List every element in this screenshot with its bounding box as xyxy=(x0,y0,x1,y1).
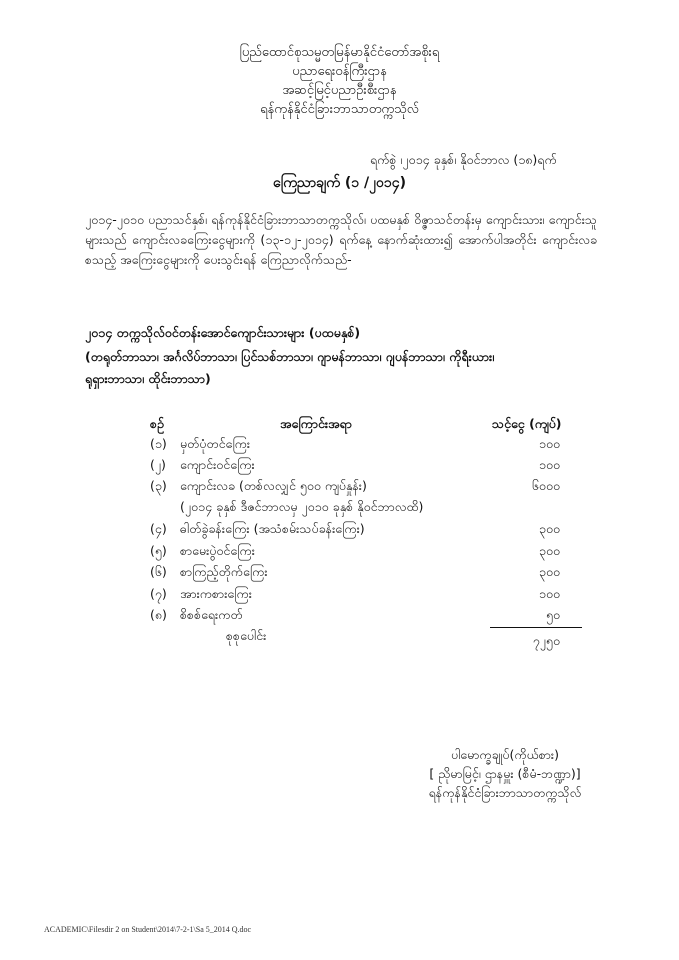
table-row xyxy=(150,564,590,586)
signature-title: ပါမောက္ခချုပ်(ကိုယ်စား) xyxy=(451,747,559,762)
total-label: စုစုပေါင်း xyxy=(226,628,267,643)
row-number: (၈) xyxy=(150,607,167,622)
header-line-department: အဆင့်မြင့်ပညာဦးစီးဌာန xyxy=(282,83,397,98)
document-date: ရက်စွဲ ၊၂၀၁၄ ခုနှစ်၊ နိုဝင်ဘာလ (၁၈)ရက် xyxy=(370,152,557,167)
header-line-university: ရန်ကုန်နိုင်ငံခြားဘာသာတက္ကသိုလ် xyxy=(260,102,419,117)
row-item: မှတ်ပုံတင်ကြေး xyxy=(180,436,251,451)
row-amount: ၁၀၀ xyxy=(538,457,560,472)
row-item: စာကြည့်တိုက်ကြေး xyxy=(180,564,268,579)
section-languages-line1: (တရုတ်ဘာသာ၊ အင်္ဂလိပ်ဘာသာ၊ ပြင်သစ်ဘာသာ၊ ဂျာမန်ဘာသာ၊ ဂျပန်ဘာသာ၊ ကိုရီးယား၊ xyxy=(85,349,495,364)
row-number: (၆) xyxy=(150,564,167,579)
row-amount: ၆၀၀၀ xyxy=(531,478,560,493)
header-line-ministry: ပညာရေးဝန်ကြီးဌာန xyxy=(292,64,387,79)
row-item: အားကစားကြေး xyxy=(180,586,252,601)
table-row xyxy=(150,521,590,543)
table-row xyxy=(150,457,590,479)
row-item: ဓါတ်ခွဲခန်းကြေး (အသံစမ်းသပ်ခန်းကြေး) xyxy=(180,521,365,536)
intro-paragraph: ၂၀၁၄-၂၀၁၀ ပညာသင်နှစ်၊ ရန်ကုန်နိုင်ငံခြားဘာသာတက္ကသိုလ်၊ ပထမနှစ် ဝိဇ္ဇာသင်တန်းမှ ကျောင်းသား၊ ကျောင်းသူများသည် ကျောင်းလခကြေးငွေများကို (၁၃-၁၂-၂၀၁၄) ရက်နေ့ နောက်ဆုံးထား၍ အောက်ပါအတိုင်း ကျောင်းလခ စသည့် အကြေးငွေများကို ပေးသွင်းရန် ကြေညာလိုက်သည်- xyxy=(85,212,597,267)
table-row xyxy=(150,586,590,608)
table-row xyxy=(150,436,590,458)
total-divider xyxy=(490,627,582,628)
row-item: စိစစ်ရေးကတ် xyxy=(180,607,243,622)
section-languages-line2: ရုရှားဘာသာ၊ ထိုင်းဘာသာ) xyxy=(85,371,211,386)
signature-name: [ ညိုမာမြင့်၊ ဌာနမှူး (စီမံ-ဘဏ္ဍာ)] xyxy=(429,766,581,781)
row-number: (၄) xyxy=(150,521,167,536)
column-header-amount: သင့်ငွေ (ကျပ်) xyxy=(492,416,562,431)
row-amount: ၃၀၀ xyxy=(538,564,560,579)
row-item: စာမေးပွဲဝင်ကြေး xyxy=(180,543,255,558)
row-item: ကျောင်းဝင်ကြေး xyxy=(180,457,255,472)
header-line-government: ပြည်ထောင်စုသမ္မတမြန်မာနိုင်ငံတော်အစိုးရ xyxy=(239,45,440,60)
announcement-title: ကြေညာချက် (၁ /၂၀၁၄) xyxy=(272,175,407,191)
row-amount: ၅၀ xyxy=(545,607,560,622)
row-number: (၅) xyxy=(150,543,167,558)
table-row xyxy=(150,607,590,629)
row-number: (၃) xyxy=(150,478,167,493)
row-item: ကျောင်းလခ (တစ်လလျှင် ၅၀၀ ကျပ်နှုန်း) xyxy=(180,478,367,493)
row-number: (၇) xyxy=(150,586,167,601)
signature-institution: ရန်ကုန်နိုင်ငံခြားဘာသာတက္ကသိုလ် xyxy=(428,785,582,800)
row-number: (၁) xyxy=(150,436,167,451)
row-number: (၂) xyxy=(150,457,166,472)
row-amount: ၁၀၀ xyxy=(538,586,560,601)
total-amount: ၇၂၅၀ xyxy=(532,633,560,648)
section-heading: ၂၀၁၄ တက္ကသိုလ်ဝင်တန်းအောင်ကျောင်းသားများ (ပထမနှစ်) xyxy=(85,325,361,340)
file-path-footer: ACADEMIC\Filesdir 2 on Student\2014\7-2-1\Sa 5_2014 Q.doc xyxy=(44,925,252,934)
row-amount: ၁၀၀ xyxy=(538,436,560,451)
table-row xyxy=(150,478,590,500)
column-header-item: အကြောင်းအရာ xyxy=(280,416,352,431)
row-note: (၂၀၁၄ ခုနှစ် ဒီဇင်ဘာလမှ ၂၀၁၀ ခုနှစ် နိုဝင်ဘာလထိ) xyxy=(180,499,424,514)
table-row xyxy=(150,543,590,565)
column-header-number: စဉ် xyxy=(150,416,164,431)
row-amount: ၃၀၀ xyxy=(538,521,560,536)
row-amount: ၃၀၀ xyxy=(538,543,560,558)
